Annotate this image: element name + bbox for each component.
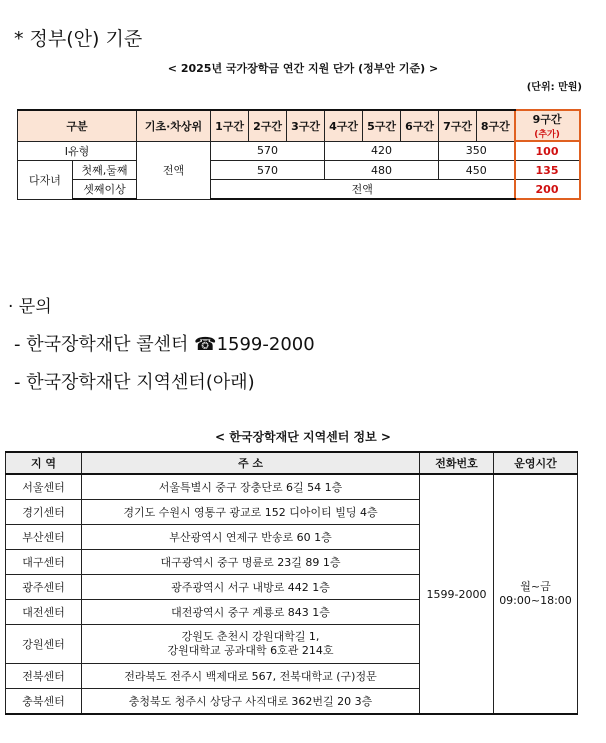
multi1-bracket-9: 135 xyxy=(515,161,580,180)
header-bracket-9 xyxy=(515,110,580,141)
center-name: 강원센터 xyxy=(6,625,82,664)
row-type1-label: Ⅰ유형 xyxy=(18,141,137,161)
table1-caption: < 2025년 국가장학금 연간 지원 단가 (정부안 기준) > xyxy=(167,62,439,75)
center-name: 충북센터 xyxy=(6,689,82,715)
header-basic: 기초·차상위 xyxy=(137,110,211,141)
center-address-line2: 강원대학교 공과대학 6호관 214호 xyxy=(167,644,334,657)
center-address: 전라북도 전주시 백제대로 567, 전북대학교 (구)정문 xyxy=(82,664,420,689)
table1-unit: (단위: 만원) xyxy=(526,82,582,93)
header-region: 지 역 xyxy=(6,452,82,474)
row-multi-sub1-label: 첫째,둘째 xyxy=(73,161,137,180)
row-multi-sub2-label: 셋째이상 xyxy=(73,180,137,200)
inquiry-title: · 문의 xyxy=(8,297,52,317)
regional-center-table xyxy=(5,451,578,715)
type1-bracket-7-8: 350 xyxy=(439,141,515,161)
multi1-bracket-7-8: 450 xyxy=(439,161,515,180)
center-address: 서울특별시 중구 장충단로 6길 54 1층 xyxy=(82,474,420,500)
center-name: 서울센터 xyxy=(6,474,82,500)
header-hours: 운영시간 xyxy=(494,452,578,474)
header-bracket-6: 6구간 xyxy=(401,110,439,141)
center-address: 대구광역시 중구 명륜로 23길 89 1층 xyxy=(82,550,420,575)
multi1-bracket-4-6: 480 xyxy=(325,161,439,180)
center-address: 광주광역시 서구 내방로 442 1층 xyxy=(82,575,420,600)
center-name: 대전센터 xyxy=(6,600,82,625)
callcenter-label: - 한국장학재단 콜센터 xyxy=(14,334,195,355)
multi2-bracket-all: 전액 xyxy=(211,180,515,200)
table-row xyxy=(6,474,578,500)
center-name: 경기센터 xyxy=(6,500,82,525)
header-bracket-1: 1구간 xyxy=(211,110,249,141)
inquiry-regional: - 한국장학재단 지역센터(아래) xyxy=(14,372,255,393)
table2-caption: < 한국장학재단 지역센터 정보 > xyxy=(215,430,391,444)
center-name: 전북센터 xyxy=(6,664,82,689)
multi1-bracket-1-3: 570 xyxy=(211,161,325,180)
header-bracket-3: 3구간 xyxy=(287,110,325,141)
header-category: 구분 xyxy=(18,110,137,141)
hours-days: 월~금 xyxy=(520,580,551,593)
type1-bracket-1-3: 570 xyxy=(211,141,325,161)
center-name: 부산센터 xyxy=(6,525,82,550)
center-hours xyxy=(494,474,578,714)
header-bracket-9-sub: (추가) xyxy=(534,130,560,140)
inquiry-callcenter xyxy=(14,330,315,356)
center-phone: 1599-2000 xyxy=(420,474,494,714)
row-multi-label: 다자녀 xyxy=(18,161,73,200)
header-address: 주 소 xyxy=(82,452,420,474)
type1-bracket-9: 100 xyxy=(515,141,580,161)
section-title: * 정부(안) 기준 xyxy=(14,28,143,50)
multi2-bracket-9: 200 xyxy=(515,180,580,200)
header-bracket-9-label: 9구간 xyxy=(532,113,562,126)
header-bracket-8: 8구간 xyxy=(477,110,515,141)
center-name: 대구센터 xyxy=(6,550,82,575)
header-bracket-2: 2구간 xyxy=(249,110,287,141)
center-name: 광주센터 xyxy=(6,575,82,600)
phone-icon: ☎ xyxy=(194,334,217,355)
center-address: 대전광역시 중구 계룡로 843 1층 xyxy=(82,600,420,625)
header-bracket-7: 7구간 xyxy=(439,110,477,141)
center-address: 충청북도 청주시 상당구 사직대로 362번길 20 3층 xyxy=(82,689,420,715)
center-address: 경기도 수원시 영통구 광교로 152 디아이티 빌딩 4층 xyxy=(82,500,420,525)
type1-bracket-4-6: 420 xyxy=(325,141,439,161)
tuition-support-table xyxy=(17,109,581,200)
header-bracket-5: 5구간 xyxy=(363,110,401,141)
callcenter-phone: 1599-2000 xyxy=(216,334,315,355)
basic-value-cell: 전액 xyxy=(137,141,211,199)
center-address-line1: 강원도 춘천시 강원대학길 1, xyxy=(181,630,320,643)
hours-time: 09:00~18:00 xyxy=(499,594,572,607)
header-phone: 전화번호 xyxy=(420,452,494,474)
center-address: 부산광역시 연제구 반송로 60 1층 xyxy=(82,525,420,550)
center-address xyxy=(82,625,420,664)
header-bracket-4: 4구간 xyxy=(325,110,363,141)
